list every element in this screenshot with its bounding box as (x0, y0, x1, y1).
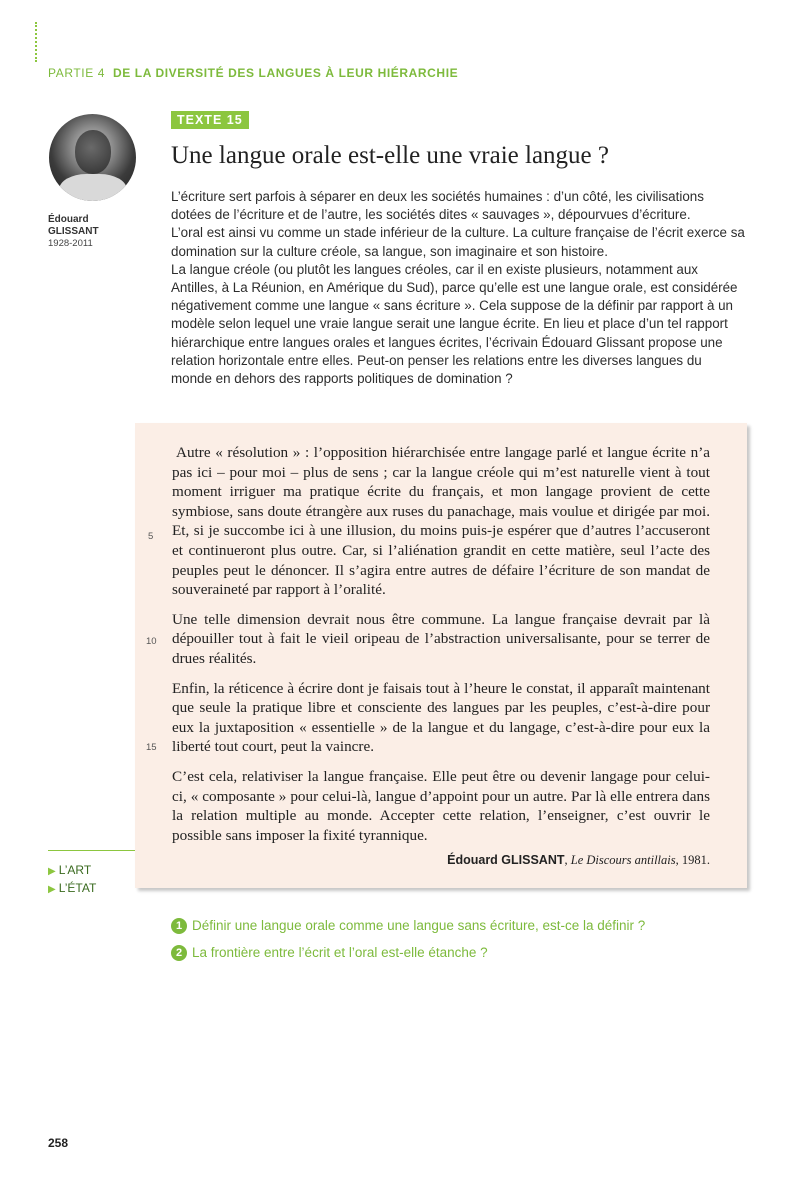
tag-item[interactable] (48, 862, 96, 880)
question-text: Définir une langue orale comme une langue sans écriture, est-ce la définir ? (192, 918, 646, 933)
tag-label: L’ART (58, 863, 92, 877)
line-number: 15 (146, 742, 157, 753)
triangle-right-icon: ▶ (48, 884, 56, 895)
line-number: 10 (146, 636, 157, 647)
portrait-face (75, 130, 111, 174)
author-info (48, 214, 99, 250)
author-dates: 1928-2011 (48, 238, 93, 249)
quote-paragraph: Autre « résolution » : l’opposition hiérarchisée entre langage parlé et langue écrite n’a pas ici – pour moi – plus de sens ; car la langue créole qui m’est naturelle vient à tout moment irriguer ma pratique écrite du français, et mon langage provient de cette symbiose, sans doute étrangère aux ruses du panachage, mais voulue et dirigée par moi. Et, si je succombe ici à une illusion, du moins puis-je espérer que d’autres l’accuseront et continueront plus outre. Car, si l’aliénation grandit en cette matière, seul l’acte des peuples peut le dénoncer. Il s’agira entre autres de défaire l’écriture de son mandat de souveraineté par rapport à l’oralité. (172, 444, 710, 599)
question-item (171, 939, 645, 966)
quote-paragraph: Une telle dimension devrait nous être commune. La langue française devrait par là dépouiller tout à fait le vieil oripeau de l’abstraction universalisante, pour se terrer de drues réalités. (172, 610, 710, 667)
author-portrait (49, 114, 136, 201)
question-number-icon: 1 (171, 918, 187, 934)
section-header (48, 66, 458, 80)
tag-item[interactable] (48, 880, 96, 898)
intro-line: L’écriture sert parfois à séparer en deux les sociétés humaines : d’un côté, les civilisations dotées de l’écriture et de l’autre, les sociétés dites « sauvages », dépourvues d’écriture. (171, 189, 704, 223)
quote-text (172, 443, 710, 855)
part-label: PARTIE 4 (48, 66, 106, 80)
questions-list (171, 912, 645, 966)
intro-line: L’oral est ainsi vu comme un stade inférieur de la culture. La culture française de l’écrit exerce sa domination sur la culture créole, sa langue, son imaginaire et son histoire. (171, 225, 745, 259)
triangle-right-icon: ▶ (48, 866, 56, 877)
question-text: La frontière entre l’écrit et l’oral est-elle étanche ? (192, 945, 488, 960)
line-number: 5 (148, 531, 154, 542)
divider (48, 850, 135, 851)
question-number-icon: 2 (171, 945, 187, 961)
text-number-badge: TEXTE 15 (171, 111, 249, 129)
tag-label: L’ÉTAT (58, 881, 97, 895)
portrait-shirt (59, 174, 127, 201)
source-year: , 1981. (675, 853, 710, 867)
quote-paragraph: C’est cela, relativiser la langue française. Elle peut être ou devenir langage pour celui-ci, « composante » pour celui-là, langue d’appoint pour un autre. Par là elle entrera dans la relation multiple au monde. Accepter cette relation, l’enseigner, c’est ouvrir le possible sans imposer la fixité tyrannique. (172, 767, 710, 844)
page-title: Une langue orale est-elle une vraie langue ? (171, 142, 609, 169)
quote-paragraph: Enfin, la réticence à écrire dont je faisais tout à l’heure le constat, il apparaît maintenant que seule la pratique libre et consciente des langues par les peuples, c’est-à-dire pour eux la juxtaposition « essentielle » de la langue et du langage, c’est-à-dire pour eux la liberté tout court, peut la vaincre. (172, 679, 710, 756)
quote-source: Édouard GLISSANT, Le Discours antillais, 1981. (447, 853, 710, 867)
source-work: Le Discours antillais (570, 853, 676, 867)
part-title: DE LA DIVERSITÉ DES LANGUES À LEUR HIÉRARCHIE (112, 66, 459, 80)
intro-line: La langue créole (ou plutôt les langues créoles, car il en existe plusieurs, notamment aux Antilles, à La Réunion, en Amérique du Sud), parce qu’elle est une langue orale, est considérée négativement comme une langue « sans écriture ». Cela suppose de la définir par rapport à un modèle selon lequel une vraie langue serait une langue écrite. En lieu et place d’un tel rapport hiérarchique entre langues orales et langues écrites, l’écrivain Édouard Glissant propose une relation horizontale entre elles. Peut-on penser les relations entre les diverses langues du monde en dehors des rapports politiques de domination ? (171, 261, 738, 387)
author-last-name: GLISSANT (48, 226, 99, 237)
author-first-name: Édouard (48, 214, 89, 225)
page-number: 258 (48, 1136, 69, 1150)
theme-tags (48, 862, 96, 898)
decorative-dotted-line (35, 22, 37, 62)
question-item (171, 912, 645, 939)
source-author: Édouard GLISSANT (447, 853, 565, 867)
intro-paragraph (171, 188, 746, 388)
